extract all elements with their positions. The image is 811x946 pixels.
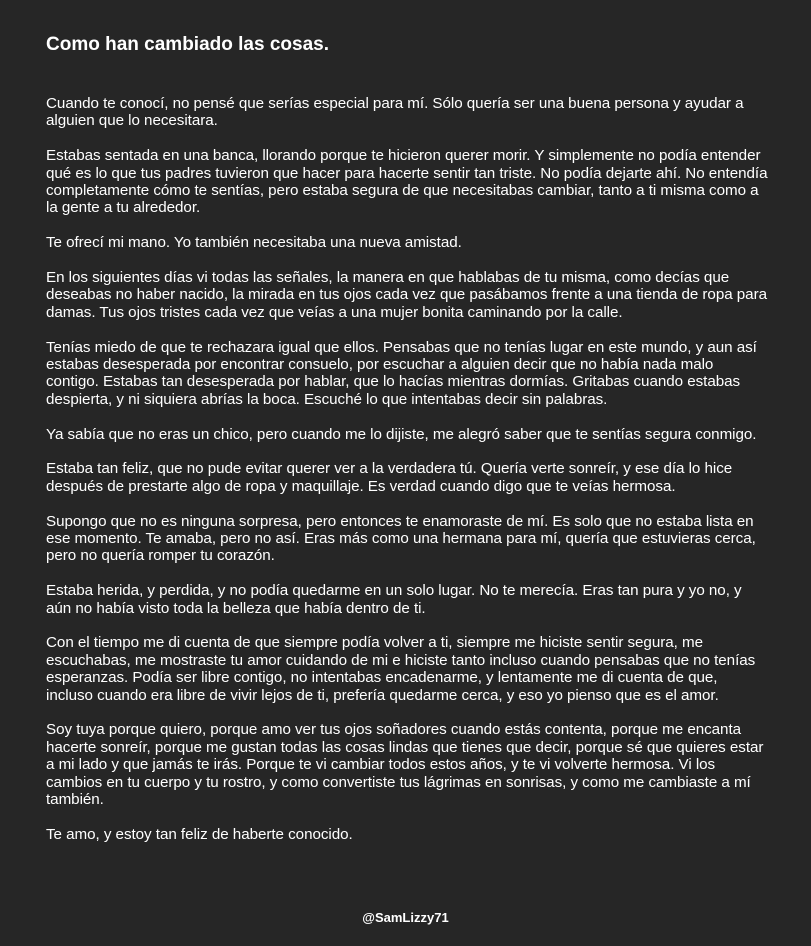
paragraph: Estabas sentada en una banca, llorando porque te hicieron querer morir. Y simplemente no podía entender qué es lo que tus padres tuvieron que hacer para hacerte sentir tan triste. No podía dejarte ahí. No entendía completamente cómo te sentías, pero estaba segura de que necesitabas cambiar, tanto a ti misma como a la gente a tu alrededor. — [46, 147, 768, 217]
document-body — [46, 95, 768, 861]
paragraph: Soy tuya porque quiero, porque amo ver tus ojos soñadores cuando estás contenta, porque me encanta hacerte sonreír, porque me gustan todas las cosas lindas que tienes que decir, porque sé que quieres estar a mi lado y que jamás te irás. Porque te vi cambiar todos estos años, y te vi volverte hermosa. Vi los cambios en tu cuerpo y tu rostro, y como convertiste tus lágrimas en sonrisas, y como me cambiaste a mí también. — [46, 721, 764, 809]
paragraph: Estaba herida, y perdida, y no podía quedarme en un solo lugar. No te merecía. Eras tan pura y yo no, y aún no había visto toda la belleza que había dentro de ti. — [46, 582, 742, 617]
paragraph: Te ofrecí mi mano. Yo también necesitaba una nueva amistad. — [46, 234, 462, 252]
paragraph: Cuando te conocí, no pensé que serías especial para mí. Sólo quería ser una buena persona y ayudar a alguien que lo necesitara. — [46, 95, 744, 130]
paragraph: Estaba tan feliz, que no pude evitar querer ver a la verdadera tú. Quería verte sonreír, y ese día lo hice después de prestarte algo de ropa y maquillaje. Es verdad cuando digo que te veías hermosa. — [46, 460, 733, 495]
paragraph: Supongo que no es ninguna sorpresa, pero entonces te enamoraste de mí. Es solo que no estaba lista en ese momento. Te amaba, pero no así. Eras más como una hermana para mí, quería que estuvieras cerca, pero no quería romper tu corazón. — [46, 512, 756, 565]
paragraph: Con el tiempo me di cuenta de que siempre podía volver a ti, siempre me hiciste sentir segura, me escuchabas, me mostraste tu amor cuidando de mi e hiciste tanto incluso cuando pensabas que no tenías esperanzas. Podía ser libre contigo, no intentabas encadenarme, y lentamente me di cuenta de que, incluso cuando era libre de vivir lejos de ti, prefería quedarme cerca, y eso yo pienso que es el amor. — [46, 634, 756, 704]
paragraph: Te amo, y estoy tan feliz de haberte conocido. — [46, 825, 353, 843]
author-handle: @SamLizzy71 — [362, 910, 449, 925]
paragraph: En los siguientes días vi todas las señales, la manera en que hablabas de tu misma, como decías que deseabas no haber nacido, la mirada en tus ojos cada vez que pasábamos frente a una tienda de ropa para damas. Tus ojos tristes cada vez que veías a una mujer bonita caminando por la calle. — [46, 269, 767, 321]
paragraph: Tenías miedo de que te rechazara igual que ellos. Pensabas que no tenías lugar en este mundo, y aun así estabas desesperada por encontrar consuelo, por escuchar a alguien decir que no había nada malo contigo. Estabas tan desesperada por hablar, que lo hacías mientras dormías. Gritabas cuando estabas despierta, y ni siquiera abrías la boca. Escuché lo que intentabas decir sin palabras. — [46, 338, 757, 408]
document-title: Como han cambiado las cosas. — [46, 34, 329, 55]
paragraph: Ya sabía que no eras un chico, pero cuando me lo dijiste, me alegró saber que te sentías segura conmigo. — [46, 425, 757, 443]
